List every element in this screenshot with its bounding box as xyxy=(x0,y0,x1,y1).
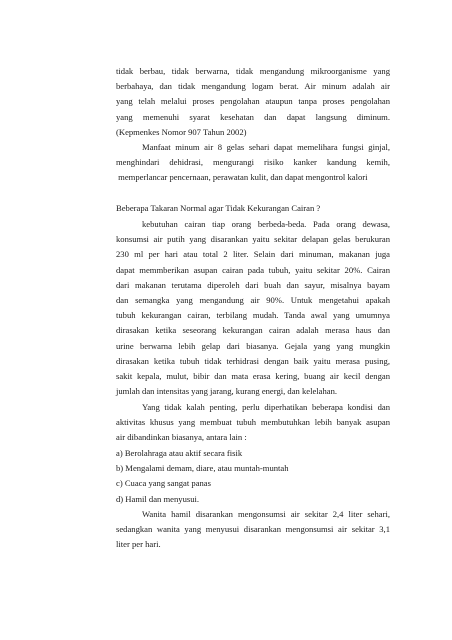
text-line: Manfaat minum air 8 gelas sehari dapat memelihara fungsi ginjal, xyxy=(142,142,390,152)
paragraph-manfaat xyxy=(116,140,390,186)
list-item: a) Berolahraga atau aktif secara fisik xyxy=(116,448,243,458)
text-line: dapat memmberikan asupan cairan pada tubuh, yaitu sekitar 20%. Cairan xyxy=(116,264,390,275)
text-line: kebutuhan cairan tiap orang berbeda-beda. Pada orang dewasa, xyxy=(142,219,390,229)
text-line: yang telah melalui proses pengolahan ataupun tanpa proses pengolahan xyxy=(116,96,390,107)
text-line: air dibandinkan biasanya, antara lain : xyxy=(116,432,247,443)
text-line: Wanita hamil disarankan mengonsumsi air sekitar 2,4 liter sehari, xyxy=(142,509,390,519)
text-line: dan semangka yang mengandung air 90%. Untuk mengetahui apakah xyxy=(116,294,390,305)
text-line: dirasakan ketika seseorang kekurangan cairan adalah merasa haus dan xyxy=(116,325,390,336)
list-item: d) Hamil dan menyusui. xyxy=(116,493,200,504)
paragraph-air-minum xyxy=(116,64,390,140)
text-line: sedangkan wanita yang menyusui disarankan mengonsumsi air sekitar 3,1 xyxy=(116,524,390,535)
text-line: tidak berbau, tidak berwarna, tidak mengandung mikroorganisme yang xyxy=(116,66,390,76)
text-line: konsumsi air putih yang disarankan yaitu sekitar delapan gelas berukuran xyxy=(116,234,390,245)
list-item: b) Mengalami demam, diare, atau muntah-muntah xyxy=(116,463,289,474)
text-line: dirasakan ketika tubuh tidak terhidrasi dengan baik yaitu merasa pusing, xyxy=(116,355,390,366)
text-line: tubuh kekurangan cairan, terbilang mudah. Tanda awal yang umumnya xyxy=(116,310,390,321)
text-line: menghindari dehidrasi, mengurangi risiko kanker kandung kemih, xyxy=(116,157,390,168)
paragraph-kondisi-khusus xyxy=(116,400,390,446)
text-line: liter per hari. xyxy=(116,539,161,550)
text-line: jumlah dan intensitas yang jarang, kurang energi, dan kelelahan. xyxy=(116,386,338,397)
text-line: yang memenuhi syarat kesehatan dan dapat langsung diminum. xyxy=(116,111,390,122)
paragraph-wanita-hamil xyxy=(116,507,390,553)
text-line: (Kepmenkes Nomor 907 Tahun 2002) xyxy=(116,126,247,137)
paragraph-kebutuhan-cairan xyxy=(116,217,390,399)
text-line: 230 ml per hari atau total 2 liter. Selain dari minuman, makanan juga xyxy=(116,249,390,260)
section-heading xyxy=(116,201,390,216)
conditions-list xyxy=(116,446,390,507)
text-line: sakit kepala, mulut, bibir dan mata erasa kering, buang air kecil dengan xyxy=(116,370,390,381)
text-line: dari makanan terutama diperoleh dari buah dan sayur, misalnya bayam xyxy=(116,279,390,290)
text-line: urine berwarna lebih gelap dari biasanya. Gejala yang yang mungkin xyxy=(116,340,390,351)
heading-text: Beberapa Takaran Normal agar Tidak Kekurangan Cairan ? xyxy=(116,203,321,213)
text-line: aktivitas khusus yang membuat tubuh membutuhkan lebih banyak asupan xyxy=(116,417,390,428)
list-item: c) Cuaca yang sangat panas xyxy=(116,478,211,489)
text-line: Yang tidak kalah penting, perlu diperhatikan beberapa kondisi dan xyxy=(142,402,390,412)
text-line: memperlancar pencernaan, perawatan kulit, dan dapat mengontrol kalori xyxy=(116,172,368,183)
text-line: berbahaya, dan tidak mengandung logam berat. Air minum adalah air xyxy=(116,81,390,92)
